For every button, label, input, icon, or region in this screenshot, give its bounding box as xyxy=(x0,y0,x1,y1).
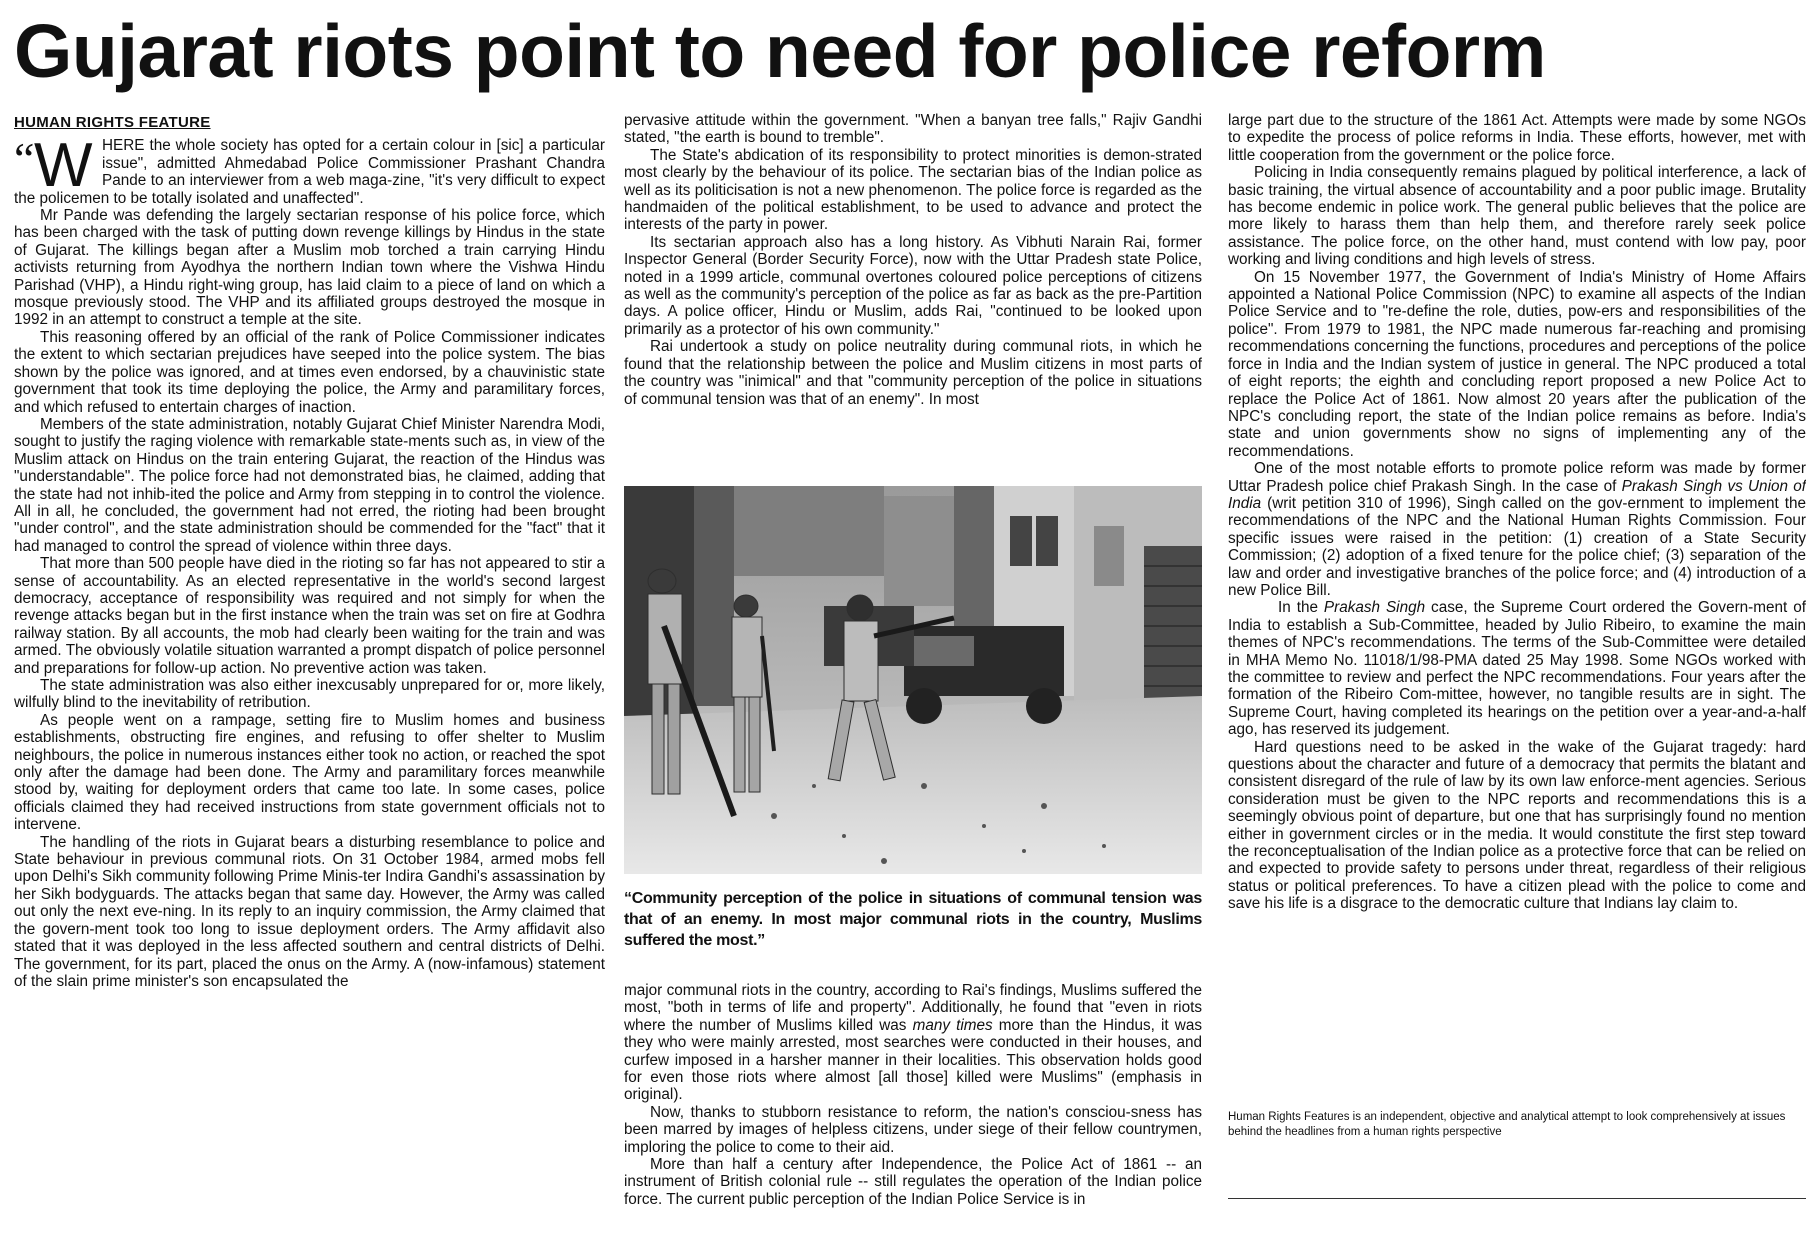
riot-photograph xyxy=(624,486,1202,874)
photo-caption: “Community perception of the police in situations of communal tension was that of an enemy. In most major communal riots in the country, Muslims suffered the most.” xyxy=(624,890,1202,949)
article-column-1 xyxy=(14,114,605,1250)
paragraph: On 15 November 1977, the Government of India's Ministry of Home Affairs appointed a National Police Commission (NPC) to examine all aspects of the Indian Police Service and to "re-define the role, duties, pow-ers and responsibilities of the police". From 1979 to 1981, the NPC made numerous far-reaching and promising recommendations concerning the functions, procedures and perceptions of the police force in India and the Indian system of justice in general. The NPC produced a total of eight reports; the eighth and concluding report proposed a new Police Act to replace the Police Act of 1861. Now almost 20 years after the publication of the NPC's concluding report, the state of the Indian police remains as before. India's state and union governments show no signs of implementing any of the recommendations. xyxy=(1228,268,1806,460)
drop-cap: W xyxy=(34,131,93,201)
text-run: In the xyxy=(1278,599,1324,617)
article-column-2-top xyxy=(624,112,1202,480)
paragraph: More than half a century after Independence, the Police Act of 1861 -- an instrument of British colonial rule -- still regulates the operation of the Indian police force. The current public perception of the Indian Police Service is in xyxy=(624,1156,1202,1208)
paragraph: Hard questions need to be asked in the wake of the Gujarat tragedy: hard questions about the character and future of a democracy that permits the blatant and consistent disregard of the rule of law by its own law enforce-ment agencies. Serious consideration must be given to the NPC reports and recommendations this is a seemingly obvious point of departure, but one that has surprisingly found no mention either in government circles or in the media. It would constitute the first step toward the reconceptualisation of the Indian police as a protective force that can be relied on and expected to provide safety to persons under threat, regardless of their religious status or political preferences. To have a citizen plead with the police to come and save his life is a disgrace to the democratic culture that Indians lay claim to. xyxy=(1228,738,1806,913)
opening-quote-mark: “ xyxy=(14,133,35,185)
paragraph: The handling of the riots in Gujarat bears a disturbing resemblance to police and State behaviour in previous communal riots. On 31 October 1984, armed mobs fell upon Delhi's Sikh community following Prime Minis-ter Indira Gandhi's assassination by her Sikh bodyguards. The attacks began that same day. However, the Army was called out only the next eve-ning. In its reply to an inquiry commission, the Army claimed that the govern-ment took too long to issue deployment orders. The Army affidavit also stated that it was deployed in the less affected southern and central districts of Delhi. The government, for its part, placed the onus on the Army. A (now-infamous) statement of the slain prime minister's son encapsulated the xyxy=(14,833,605,990)
headline: Gujarat riots point to need for police reform xyxy=(14,9,1546,93)
lead-paragraph-wrap xyxy=(14,131,605,207)
paragraph: Policing in India consequently remains plagued by political interference, a lack of basic training, the virtual absence of accountability and a poor public image. Brutality has become endemic in police work. The general public believes that the police are more likely to harass them than help them, and therefore rarely seek police assistance. The police force, on the other hand, must contend with low pay, poor working and living conditions and high levels of stress. xyxy=(1228,164,1806,269)
paragraph: The state administration was also either inexcusably unprepared for or, more likely, wilfully blind to the inevitability of retribution. xyxy=(14,677,605,712)
lead-paragraph-text: HERE the whole society has opted for a certain colour in [sic] a particular issue", admitted Ahmedabad Police Commissioner Prashant Chandra Pande to an interviewer from a web maga-zine, "it's very difficult to expect the policemen to be totally isolated and unaffected". xyxy=(14,137,605,207)
divider xyxy=(1228,1198,1806,1199)
paragraph xyxy=(624,982,1202,1104)
paragraph: large part due to the structure of the 1861 Act. Attempts were made by some NGOs to expedite the process of police reforms in India. These efforts, however, met with little cooperation from the government or the police force. xyxy=(1228,112,1806,164)
photo-illustration xyxy=(624,486,1202,874)
emphasis: Prakash Singh vs Union of India xyxy=(1228,477,1806,512)
lead-paragraph xyxy=(14,131,605,207)
paragraph: Rai undertook a study on police neutrality during communal riots, in which he found that the relationship between the police and Muslim citizens in most parts of the country was "inimical" and that "community perception of the police in situations of communal tension was that of an enemy". In most xyxy=(624,338,1202,408)
text-run: more than the Hindus, it was they who were mainly arrested, most searches were conducted in their houses, and curfew imposed in a harsher manner in their localities. This observation holds good for even those riots where almost [all those] killed were Muslims" (emphasis in original). xyxy=(624,1016,1202,1104)
text-run: case, the Supreme Court ordered the Govern-ment of India to establish a Sub-Committee, headed by Julio Ribeiro, to examine the main themes of NPC's recommendations. The terms of the Sub-Committee were detailed in MHA Memo No. 11018/1/98-PMA dated 25 May 1998. Some NGOs worked with the committee to review and perfect the NPC recommendations. Four years after the formation of the Ribeiro Com-mittee, however, no tangible results are in sight. The Supreme Court, having completed its hearings on the petition over a year-and-a-half ago, has reserved its judgement. xyxy=(1228,599,1806,739)
emphasis: Prakash Singh xyxy=(1323,599,1426,617)
paragraph: pervasive attitude within the government. "When a banyan tree falls," Rajiv Gandhi stated, "the earth is bound to tremble". xyxy=(624,112,1202,147)
footnote: Human Rights Features is an independent, objective and analytical attempt to look comprehensively at issues behind the headlines from a human rights perspective xyxy=(1228,1111,1786,1138)
article-column-2-bottom xyxy=(624,982,1202,1250)
paragraph xyxy=(1228,460,1806,599)
article-column-3 xyxy=(1228,112,1806,1132)
section-kicker: HUMAN RIGHTS FEATURE xyxy=(14,114,211,131)
text-run: (writ petition 310 of 1996), Singh called on the gov-ernment to implement the recommendations of the NPC and the National Human Rights Commission. Four specific issues were raised in the petition: (1) creation of a State Security Commission; (2) adoption of a fixed tenure for the police chief; (3) separation of the law and order and investigative branches of the police force; and (4) introduction of a new Police Bill. xyxy=(1228,494,1806,599)
paragraph: Now, thanks to stubborn resistance to reform, the nation's consciou-sness has been marred by images of helpless citizens, under siege of their fellow countrymen, imploring the police to come to their aid. xyxy=(624,1103,1202,1156)
paragraph: The State's abdication of its responsibility to protect minorities is demon-strated most clearly by the behaviour of its police. The sectarian bias of the Indian police as well as its politicisation is not a new phenomenon. The police force is regarded as the handmaiden of the political establishment, to be used to advance and protect the interests of the party in power. xyxy=(624,146,1202,234)
text-run: major communal riots in the country, according to Rai's findings, Muslims suffered the most, "both in terms of life and property". Additionally, he found that "even in riots where the number of Muslims killed was xyxy=(624,982,1202,1034)
paragraph: Members of the state administration, notably Gujarat Chief Minister Narendra Modi, sought to justify the raging violence with remarkable state-ments such as, in view of the Muslim attack on Hindus on the train entering Gujarat, the reaction of the Hindus was "understandable". The police force had not demonstrated bias, he claimed, adding that the state had not inhib-ited the police and Army from stepping in to control the violence. All in all, he concluded, the government had not erred, the rioting had been brought "under control", and the state administration should be commended for the "fact" that it had managed to control the spread of violence within three days. xyxy=(14,415,605,555)
paragraph: Its sectarian approach also has a long history. As Vibhuti Narain Rai, former Inspector General (Border Security Force), now with the Uttar Pradesh state Police, noted in a 1999 article, communal overtones coloured police perceptions of citizens as well as the community's perception of the police as far as back as the pre-Partition days. A police officer, Hindu or Muslim, adds Rai, "continued to be looked upon primarily as a protector of his own community." xyxy=(624,233,1202,338)
paragraph: As people went on a rampage, setting fire to Muslim homes and business establishments, obstructing fire engines, and refusing to offer shelter to Muslim neighbours, the police in numerous instances either took no action, or reached the spot only after the damage had been done. The Army and paramilitary forces meanwhile stood by, waiting for deployment orders that came too late. In some cases, police officials claimed they had received instructions from state government officials not to intervene. xyxy=(14,711,605,834)
text-run: One of the most notable efforts to promote police reform was made by former Uttar Pradesh police chief Prakash Singh. In the case of xyxy=(1228,460,1806,495)
paragraph: Mr Pande was defending the largely sectarian response of his police force, which has been charged with the task of putting down revenge killings by Hindus in the state of Gujarat. The killings began after a Muslim mob torched a train carrying Hindu activists returning from Ayodhya the northern Indian town where the Vishwa Hindu Parishad (VHP), a Hindu right-wing group, has laid claim to a piece of land on which a mosque previously stood. The VHP and its affiliated groups destroyed the mosque in 1992 in an attempt to construct a temple at the site. xyxy=(14,207,605,329)
emphasis: many times xyxy=(912,1016,993,1034)
paragraph xyxy=(1228,599,1806,738)
paragraph: That more than 500 people have died in the rioting so far has not appeared to stir a sense of accountability. As an elected representative in the world's second largest democracy, acceptance of responsibility was required and not simply for when the revenge attacks began but in the first instance when the train was set on fire at Godhra railway station. By all accounts, the mob had clearly been waiting for the train and was armed. The obviously volatile situation warranted a prompt dispatch of police personnel and preparations for follow-up action. No preventive action was taken. xyxy=(14,555,605,677)
paragraph: This reasoning offered by an official of the rank of Police Commissioner indicates the extent to which sectarian prejudices have seeped into the police system. The bias shown by the police was ignored, and at times even endorsed, by a chauvinistic state government that took its time deploying the police, the Army and paramilitary forces, and which refused to entertain charges of inaction. xyxy=(14,328,605,416)
